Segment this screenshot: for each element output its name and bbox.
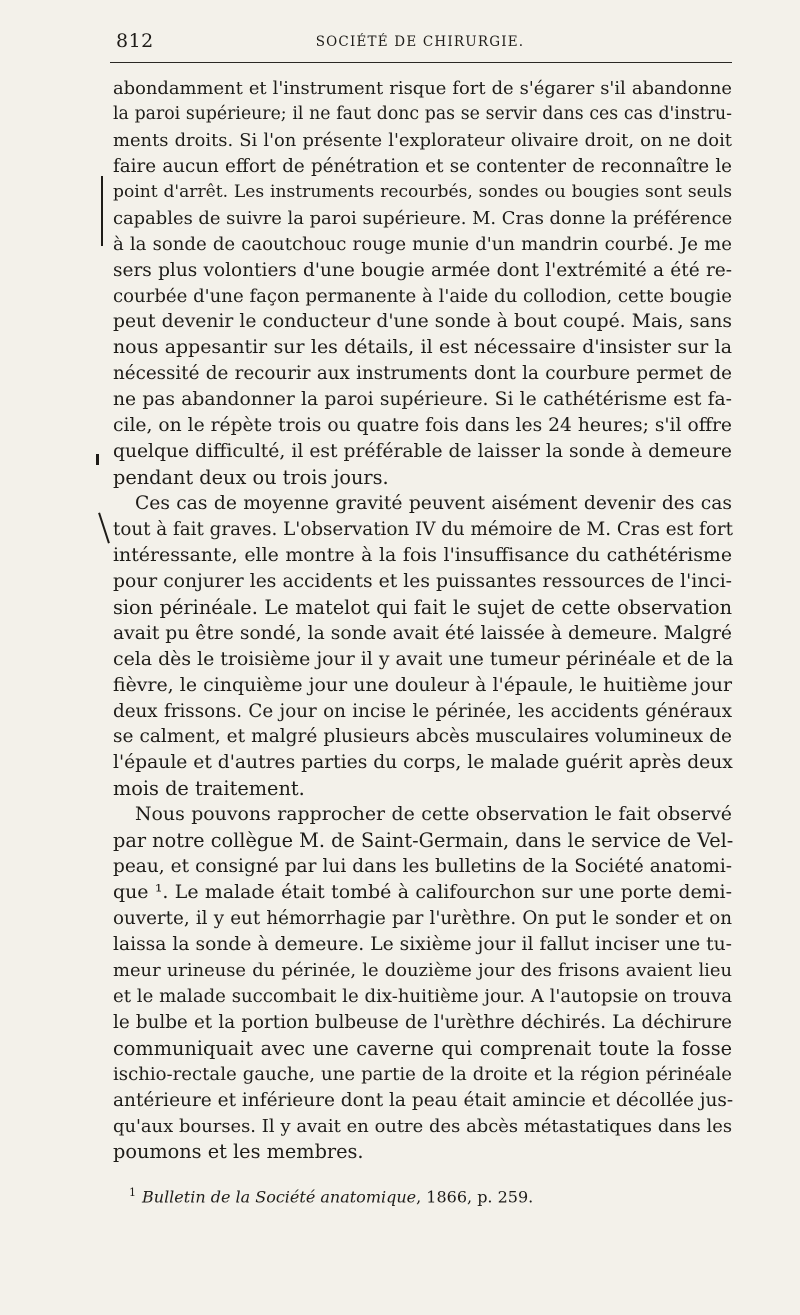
text-line: abondamment et l'instrument risque fort de s'égarer s'il abandonne [113, 78, 732, 99]
page-header [110, 30, 730, 54]
text-line: ne pas abandonner la paroi supérieure. Si le cathétérisme est fa- [113, 389, 732, 411]
footnote-marker: 1 [129, 1186, 136, 1199]
text-line: courbée d'une façon permanente à l'aide du collodion, cette bougie [113, 285, 732, 307]
text-line: que ¹. Le malade était tombé à califourchon sur une porte demi- [113, 881, 732, 904]
text-line: Nous pouvons rapprocher de cette observation le fait observé [135, 803, 732, 826]
text-line: sion périnéale. Le matelot qui fait le sujet de cette observation [113, 595, 732, 619]
header-rule [110, 62, 732, 63]
text-line: cela dès le troisième jour il y avait une tumeur périnéale et de la [113, 647, 734, 670]
text-line: à la sonde de caoutchouc rouge munie d'un mandrin courbé. Je me [113, 233, 732, 255]
text-line: ischio-rectale gauche, une partie de la droite et la région périnéale [113, 1063, 732, 1085]
text-line: poumons et les membres. [113, 1140, 364, 1164]
text-line: point d'arrêt. Les instruments recourbés, sondes ou bougies sont seuls [113, 181, 732, 202]
footnote-details: , 1866, p. 259. [416, 1187, 534, 1207]
text-line: pendant deux ou trois jours. [113, 466, 389, 490]
text-line: la paroi supérieure; il ne faut donc pas se servir dans ces cas d'instru- [113, 103, 732, 124]
text-line: par notre collègue M. de Saint-Germain, dans le service de Vel- [113, 829, 734, 853]
text-line: deux frissons. Ce jour on incise le périnée, les accidents généraux [113, 700, 732, 722]
margin-mark-tick [96, 454, 99, 465]
text-line: nous appesantir sur les détails, il est nécessaire d'insister sur la [113, 336, 732, 359]
text-line: antérieure et inférieure dont la peau était amincie et décollée jus- [113, 1089, 734, 1111]
text-line: l'épaule et d'autres parties du corps, le malade guérit après deux [113, 752, 733, 774]
text-line: ouverte, il y eut hémorrhagie par l'urèthre. On put le sonder et on [113, 908, 732, 929]
footnote-source: Bulletin de la Société anatomique [142, 1187, 417, 1207]
text-line: avait pu être sondé, la sonde avait été laissée à demeure. Malgré [113, 622, 732, 644]
text-line: nécessité de recourir aux instruments dont la courbure permet de [113, 363, 732, 385]
text-line: intéressante, elle montre à la fois l'insuffisance du cathétérisme [113, 543, 732, 566]
text-line: quelque difficulté, il est préférable de laisser la sonde à demeure [113, 441, 732, 463]
text-line: meur urineuse du périnée, le douzième jour des frisons avaient lieu [113, 959, 732, 981]
text-line: fièvre, le cinquième jour une douleur à l'épaule, le huitième jour [113, 673, 732, 696]
text-line: cile, on le répète trois ou quatre fois dans les 24 heures; s'il offre [113, 415, 732, 437]
body-text [113, 76, 732, 1165]
text-line: ments droits. Si l'on présente l'explorateur olivaire droit, on ne doit [113, 129, 732, 151]
text-line: faire aucun effort de pénétration et se contenter de reconnaître le [113, 155, 732, 177]
text-line: qu'aux bourses. Il y avait en outre des abcès métastatiques dans les [113, 1115, 732, 1137]
text-line: et le malade succombait le dix-huitième jour. A l'autopsie on trouva [113, 985, 732, 1007]
footnote [113, 1182, 732, 1208]
text-line: sers plus volontiers d'une bougie armée dont l'extrémité a été re- [113, 259, 732, 281]
running-head: SOCIÉTÉ DE CHIRURGIE. [315, 34, 525, 50]
text-line: laissa la sonde à demeure. Le sixième jour il fallut inciser une tu- [113, 933, 732, 955]
text-line: communiquait avec une caverne qui comprenait toute la fosse [113, 1036, 732, 1060]
text-line: se calment, et malgré plusieurs abcès musculaires volumineux de [113, 726, 732, 748]
text-line: Ces cas de moyenne gravité peuvent aisément devenir des cas [135, 493, 732, 514]
text-line: mois de traitement. [113, 777, 305, 801]
text-line: peau, et consigné par lui dans les bulletins de la Société anatomi- [113, 856, 732, 878]
text-line: tout à fait graves. L'observation IV du mémoire de M. Cras est fort [113, 518, 733, 540]
page-number: 812 [116, 30, 154, 52]
text-line: pour conjurer les accidents et les puissantes ressources de l'inci- [113, 570, 732, 592]
text-line: peut devenir le conducteur d'une sonde à bout coupé. Mais, sans [113, 311, 732, 333]
text-line: le bulbe et la portion bulbeuse de l'urèthre déchirés. La déchirure [113, 1011, 732, 1033]
text-line: capables de suivre la paroi supérieure. M. Cras donne la préférence [113, 207, 733, 229]
margin-mark-curve [98, 512, 110, 543]
margin-mark-bracket [101, 176, 103, 246]
